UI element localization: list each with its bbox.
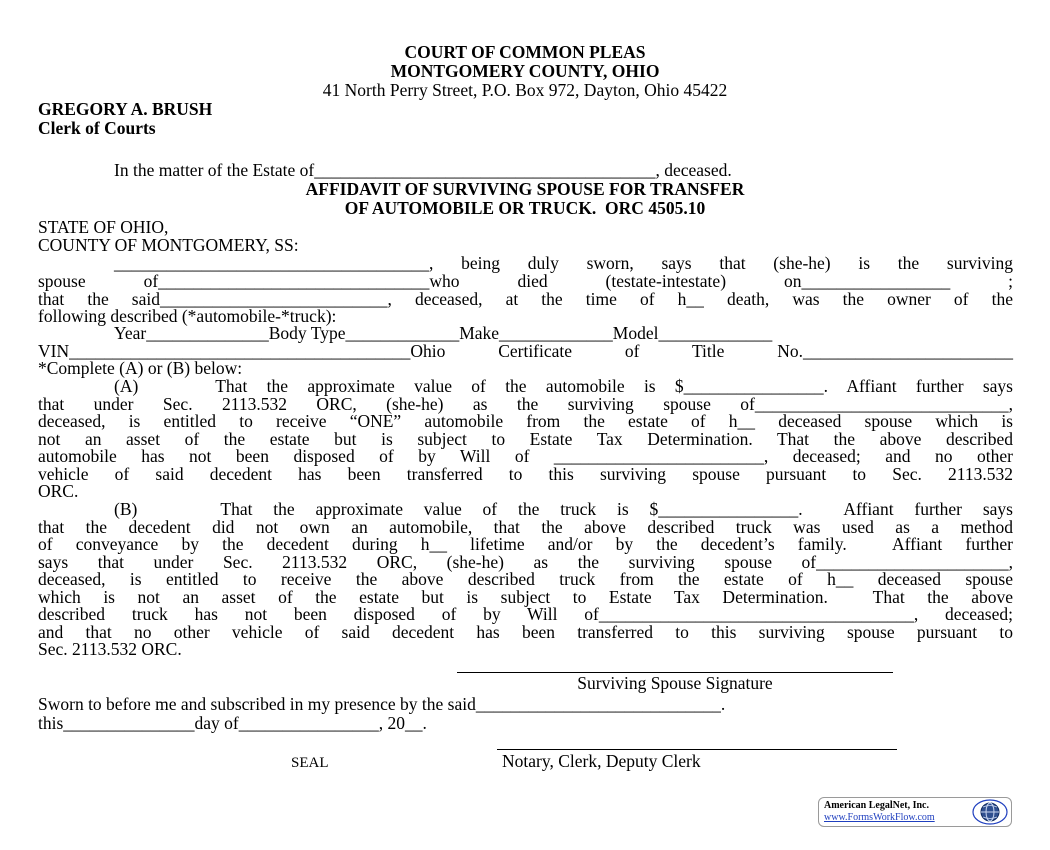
para-a-line-3: deceased, is entitled to receive “ONE” automobile from the estate of h__ deceased spouse which is — [38, 411, 1013, 431]
seal-label: SEAL — [291, 755, 329, 771]
para-a-line-6: vehicle of said decedent has been transferred to this surviving spouse pursuant to Sec. 2113.532 — [38, 464, 1013, 484]
para-b-line-2: that the decedent did not own an automobile, that the above described truck was used as a method — [38, 517, 1013, 537]
para-b-line-7[interactable]: described truck has not been disposed of by Will of____________________________________, deceased; — [38, 604, 1013, 624]
jurat-line-2[interactable]: this_______________day of________________, 20__. — [38, 713, 427, 733]
affiant-line[interactable]: ____________________________________, being duly sworn, says that (she-he) is the surviving — [114, 253, 1013, 273]
para-a-line-1[interactable]: (A) That the approximate value of the automobile is $________________. Affiant further says — [114, 376, 1013, 396]
county-name: MONTGOMERY COUNTY, OHIO — [390, 61, 660, 81]
affidavit-title-line2: OF AUTOMOBILE OR TRUCK. ORC 4505.10 — [344, 198, 706, 218]
affidavit-title-line1: AFFIDAVIT OF SURVIVING SPOUSE FOR TRANSFER — [305, 179, 745, 199]
court-address: 41 North Perry Street, P.O. Box 972, Dayton, Ohio 45422 — [322, 80, 728, 100]
para-b-line-9: Sec. 2113.532 ORC. — [38, 639, 182, 659]
jurat-line-1[interactable]: Sworn to before me and subscribed in my presence by the said____________________________. — [38, 694, 726, 714]
venue-state: STATE OF OHIO, — [38, 217, 169, 237]
para-b-line-6: which is not an asset of the estate but is subject to Estate Tax Determination. That the above — [38, 587, 1013, 607]
estate-matter-line[interactable]: In the matter of the Estate of_______________________________________, deceased. — [114, 160, 732, 180]
clerk-name: GREGORY A. BRUSH — [38, 99, 213, 119]
spouse-line[interactable]: spouse of_______________________________who died (testate-intestate) on_________________ ; — [38, 271, 1013, 291]
para-a-line-4: not an asset of the estate but is subject to Estate Tax Determination. That the above described — [38, 429, 1013, 449]
notary-signature-line[interactable] — [497, 749, 897, 750]
court-name: COURT OF COMMON PLEAS — [404, 42, 646, 62]
clerk-title: Clerk of Courts — [38, 118, 156, 138]
complete-instruction: *Complete (A) or (B) below: — [38, 358, 243, 378]
venue-county: COUNTY OF MONTGOMERY, SS: — [38, 235, 299, 255]
para-b-line-3: of conveyance by the decedent during h__ lifetime and/or by the decedent’s family. Affiant further — [38, 534, 1013, 554]
para-a-line-7: ORC. — [38, 481, 79, 501]
vin-line[interactable]: VIN_______________________________________Ohio Certificate of Title No.________________________ — [38, 341, 1013, 361]
para-b-line-1[interactable]: (B) That the approximate value of the truck is $________________. Affiant further says — [114, 499, 1013, 519]
described-line: following described (*automobile-*truck): — [38, 306, 337, 326]
footer-url-link[interactable]: www.FormsWorkFlow.com — [824, 812, 935, 823]
para-b-line-8: and that no other vehicle of said decedent has been transferred to this surviving spouse pursuant to — [38, 622, 1013, 642]
para-b-line-5: deceased, is entitled to receive the above described truck from the estate of h__ deceased spouse — [38, 569, 1013, 589]
para-a-line-5[interactable]: automobile has not been disposed of by Will of ________________________, deceased; and no other — [38, 446, 1013, 466]
para-b-line-4[interactable]: says that under Sec. 2113.532 ORC, (she-he) as the surviving spouse of______________________, — [38, 552, 1013, 572]
americanlegalnet-logo[interactable] — [818, 797, 1012, 827]
spouse-signature-label: Surviving Spouse Signature — [577, 673, 773, 693]
footer-brand: American LegalNet, Inc. — [824, 800, 929, 811]
vehicle-details-line[interactable]: Year______________Body Type_____________Make_____________Model_____________ — [114, 323, 773, 343]
globe-icon — [971, 799, 1009, 825]
para-a-line-2[interactable]: that under Sec. 2113.532 ORC, (she-he) as the surviving spouse of_____________________________, — [38, 394, 1013, 414]
owner-line[interactable]: that the said__________________________, deceased, at the time of h__ death, was the owner of the — [38, 289, 1013, 309]
notary-label: Notary, Clerk, Deputy Clerk — [502, 751, 701, 771]
